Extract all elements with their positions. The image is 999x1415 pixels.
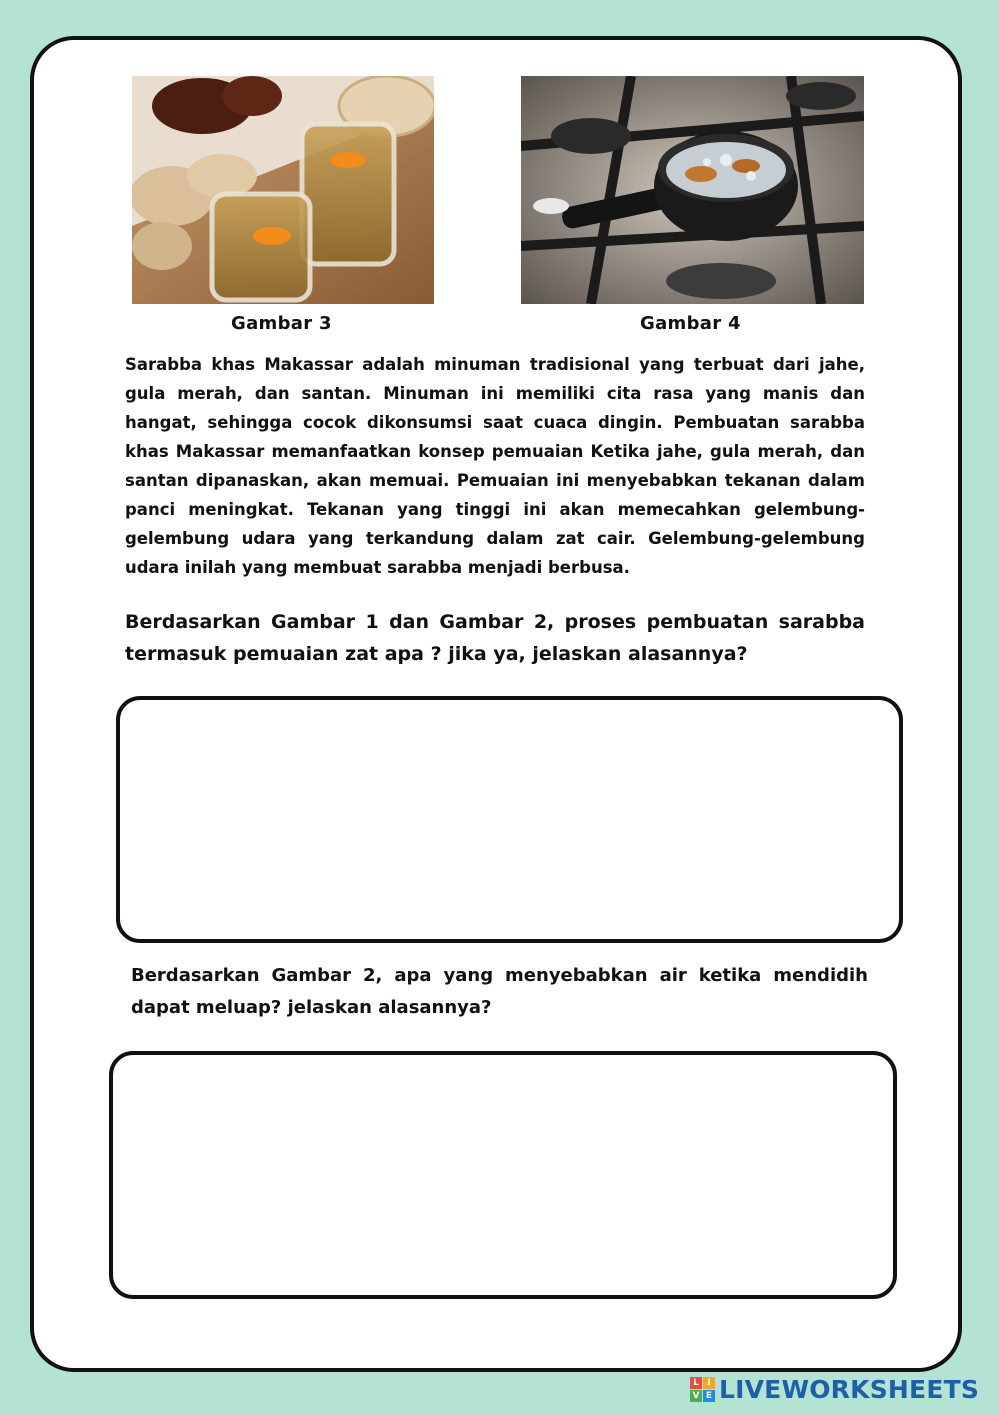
- ginger-drink-photo: [132, 76, 434, 304]
- answer-box-2[interactable]: [109, 1051, 897, 1299]
- mark-letter: E: [703, 1390, 715, 1402]
- mark-letter: I: [703, 1377, 715, 1389]
- reading-paragraph: Sarabba khas Makassar adalah minuman tradisional yang terbuat dari jahe, gula merah, dan santan. Minuman ini memiliki cita rasa yang manis dan hangat, sehingga cocok dikonsumsi saat cuaca dingin. Pembuatan sarabba khas Makassar memanfaatkan konsep pemuaian Ketika jahe, gula merah, dan santan dipanaskan, akan memuai. Pemuaian ini menyebabkan tekanan dalam panci meningkat. Tekanan yang tinggi ini akan memecahkan gelembung-gelembung udara yang terkandung dalam zat cair. Gelembung-gelembung udara inilah yang membuat sarabba menjadi berbusa.: [125, 355, 865, 577]
- boiling-pot-photo: [521, 76, 864, 304]
- answer-box-1[interactable]: [116, 696, 903, 943]
- liveworksheets-wordmark: LIVEWORKSHEETS: [719, 1375, 980, 1404]
- caption-gambar-3: Gambar 3: [231, 313, 332, 334]
- question-2: Berdasarkan Gambar 2, apa yang menyebabkan air ketika mendidih dapat meluap? jelaskan alasannya?: [131, 965, 868, 1018]
- mark-letter: V: [690, 1390, 702, 1402]
- question-1: Berdasarkan Gambar 1 dan Gambar 2, proses pembuatan sarabba termasuk pemuaian zat apa ? jika ya, jelaskan alasannya?: [125, 611, 865, 665]
- liveworksheets-mark-icon: [690, 1377, 715, 1402]
- worksheet-page: [30, 36, 962, 1372]
- caption-gambar-4: Gambar 4: [640, 313, 741, 334]
- mark-letter: L: [690, 1377, 702, 1389]
- liveworksheets-logo: [690, 1375, 979, 1404]
